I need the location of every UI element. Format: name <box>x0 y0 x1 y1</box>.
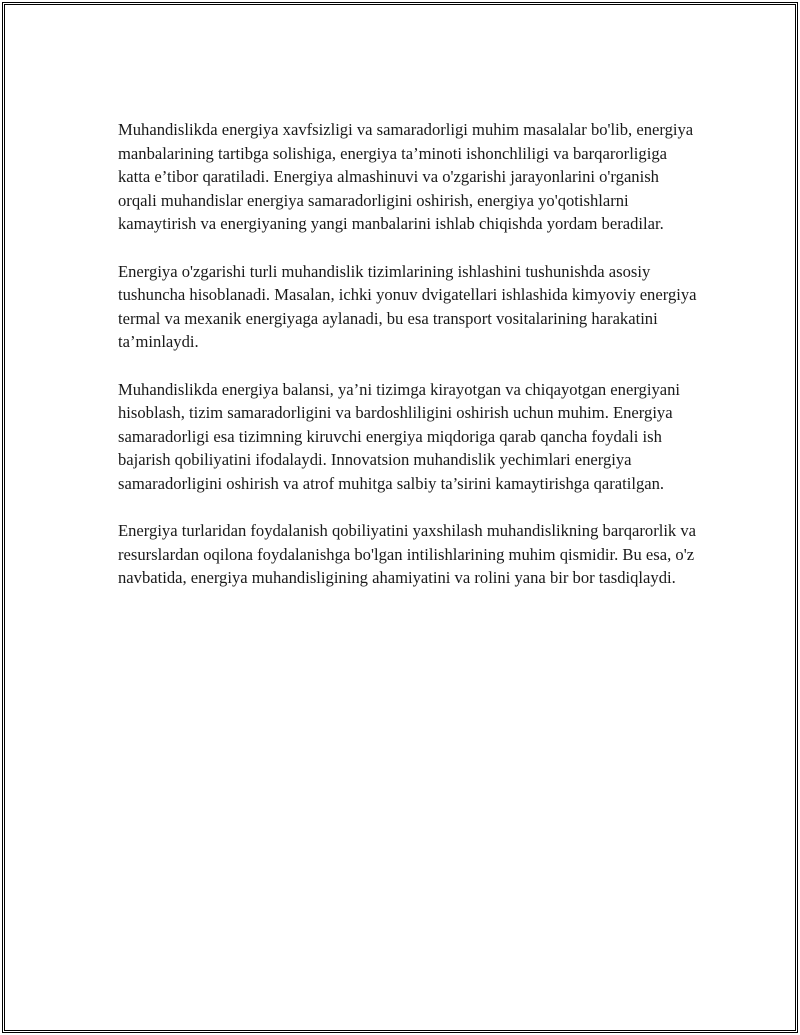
paragraph-3: Muhandislikda energiya balansi, ya’ni tizimga kirayotgan va chiqayotgan energiyani hisoblash, tizim samaradorligini va bardoshliligini oshirish uchun muhim. Energiya samaradorligi esa tizimning kiruvchi energiya miqdoriga qarab qancha foydali ish bajarish qobiliyatini ifodalaydi. Innovatsion muhandislik yechimlari energiya samaradorligini oshirish va atrof muhitga salbiy ta’sirini kamaytirishga qaratilgan. <box>118 379 681 493</box>
document-body <box>118 118 698 613</box>
paragraph-1: Muhandislikda energiya xavfsizligi va samaradorligi muhim masalalar bo'lib, energiya manbalarining tartibga solishiga, energiya ta’minoti ishonchliligi va barqarorligiga katta e’tibor qaratiladi. Energiya almashinuvi va o'zgarishi jarayonlarini o'rganish orqali muhandislar energiya samaradorligini oshirish, energiya yo'qotishlarni kamaytirish va energiyaning yangi manbalarini ishlab chiqishda yordam beradilar. <box>118 120 694 234</box>
paragraph-2: Energiya o'zgarishi turli muhandislik tizimlarining ishlashini tushunishda asosiy tushuncha hisoblanadi. Masalan, ichki yonuv dvigatellari ishlashida kimyoviy energiya termal va mexanik energiyaga aylanadi, bu esa transport vositalarining harakatini ta’minlaydi. <box>118 261 697 352</box>
paragraph-4: Energiya turlaridan foydalanish qobiliyatini yaxshilash muhandislikning barqarorlik va resurslardan oqilona foydalanishga bo'lgan intilishlarining muhim qismidir. Bu esa, o'z navbatida, energiya muhandisligining ahamiyatini va rolini yana bir bor tasdiqlaydi. <box>118 521 697 588</box>
